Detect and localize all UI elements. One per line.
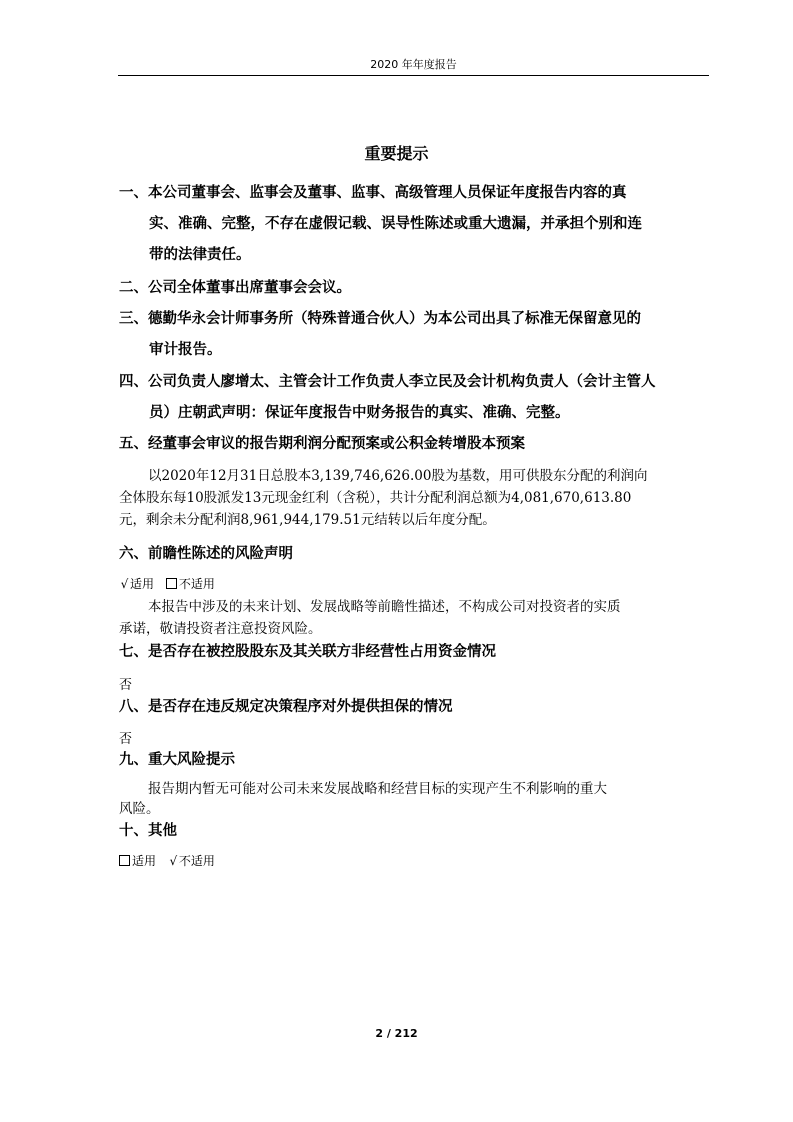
unchecked-box-icon (166, 578, 177, 589)
item-eight: 八、是否存在违反规定决策程序对外提供担保的情况 (119, 699, 453, 715)
header-divider (118, 75, 709, 76)
item-seven-answer: 否 (119, 678, 133, 693)
item-six-body-line-1: 本报告中涉及的未来计划、发展战略等前瞻性描述，不构成公司对投资者的实质 (148, 599, 621, 615)
option-not-applicable-label: 不适用 (178, 854, 215, 868)
page-number: 2 / 212 (375, 1027, 418, 1040)
page-title: 重要提示 (364, 144, 429, 163)
item-four (119, 372, 656, 423)
item-three (119, 309, 641, 360)
item-five: 五、经董事会审议的报告期利润分配预案或公积金转增股本预案 (119, 436, 525, 452)
item-five-body (119, 466, 711, 530)
option-applicable-label: 适用 (130, 577, 155, 591)
item-six-body (119, 597, 711, 639)
item-four-line-1: 四、公司负责人廖增太、主管会计工作负责人李立民及会计机构负责人（会计主管人 (119, 374, 656, 390)
item-six-option (119, 576, 215, 592)
item-one-line-1: 一、本公司董事会、监事会及董事、监事、高级管理人员保证年度报告内容的真 (119, 185, 627, 201)
item-six: 六、前瞻性陈述的风险声明 (119, 546, 293, 562)
item-nine-body-line-1: 报告期内暂无可能对公司未来发展战略和经营目标的实现产生不利影响的重大 (148, 781, 607, 797)
item-nine-body (119, 779, 711, 819)
item-four-line-2: 员）庄朝武声明：保证年度报告中财务报告的真实、准确、完整。 (149, 405, 570, 421)
item-nine: 九、重大风险提示 (119, 752, 235, 768)
item-five-body-line-3: 元，剩余未分配利润8,961,944,179.51元结转以后年度分配。 (119, 512, 496, 528)
item-six-body-line-2: 承诺，敬请投资者注意投资风险。 (119, 621, 322, 637)
running-header: 2020 年年度报告 (370, 58, 457, 71)
checked-mark-icon: √ (169, 854, 178, 868)
item-three-line-1: 三、德勤华永会计师事务所（特殊普通合伙人）为本公司出具了标准无保留意见的 (119, 311, 641, 327)
item-ten: 十、其他 (119, 823, 177, 839)
item-one-line-2: 实、准确、完整，不存在虚假记载、误导性陈述或重大遗漏，并承担个别和连 (149, 216, 642, 232)
item-seven: 七、是否存在被控股股东及其关联方非经营性占用资金情况 (119, 644, 496, 660)
item-nine-body-line-2: 风险。 (119, 801, 160, 817)
item-one (119, 183, 642, 265)
option-applicable-label: 适用 (132, 854, 157, 868)
item-two: 二、公司全体董事出席董事会会议。 (119, 280, 351, 296)
item-three-line-2: 审计报告。 (149, 342, 222, 358)
item-five-body-line-1: 以2020年12月31日总股本3,139,746,626.00股为基数，用可供股东分配的利润向 (148, 468, 648, 484)
option-not-applicable-label: 不适用 (178, 577, 215, 591)
unchecked-box-icon (119, 855, 130, 866)
item-one-line-3: 带的法律责任。 (149, 247, 251, 263)
checked-mark-icon: √ (120, 577, 129, 591)
item-ten-option (119, 853, 215, 869)
item-eight-answer: 否 (119, 732, 133, 747)
item-five-body-line-2: 全体股东每10股派发13元现金红利（含税），共计分配利润总额为4,081,670,613.80 (119, 490, 632, 506)
